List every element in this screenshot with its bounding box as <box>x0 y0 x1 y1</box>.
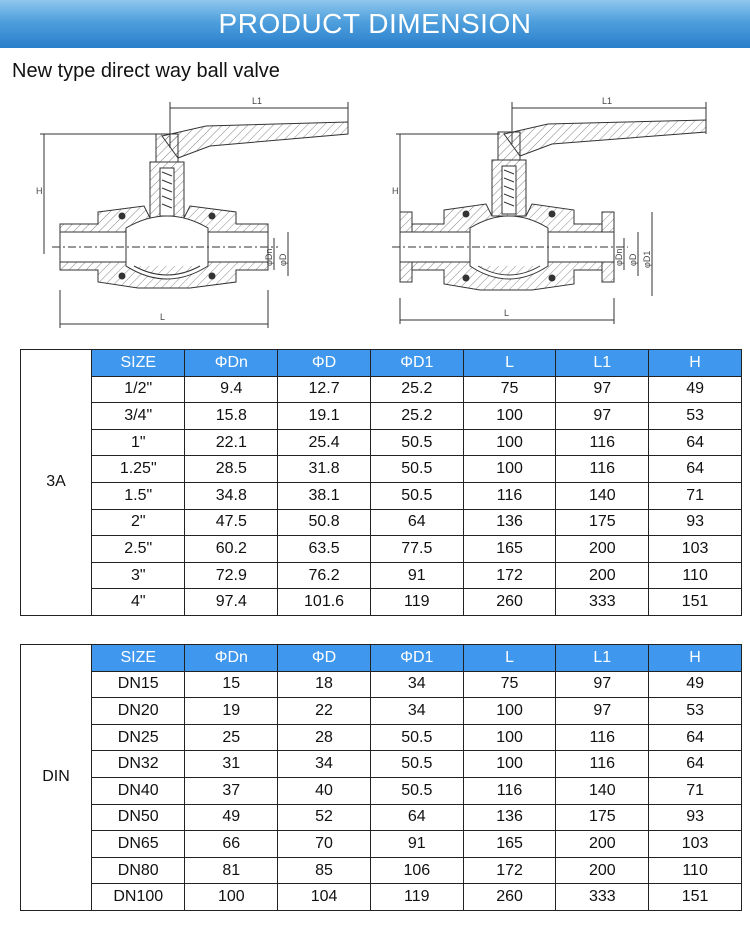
value-cell: 75 <box>463 376 556 403</box>
value-cell: 49 <box>185 804 278 831</box>
value-cell: 76.2 <box>278 562 371 589</box>
value-cell: 60.2 <box>185 536 278 563</box>
value-cell: 34 <box>370 671 463 698</box>
value-cell: 50.5 <box>370 724 463 751</box>
value-cell: 31.8 <box>278 456 371 483</box>
header-l: L <box>463 645 556 672</box>
value-cell: 140 <box>556 777 649 804</box>
value-cell: 22.1 <box>185 429 278 456</box>
header-size: SIZE <box>92 350 185 377</box>
right-l-label: L <box>504 308 510 318</box>
value-cell: 22 <box>278 698 371 725</box>
size-cell: 2.5" <box>92 536 185 563</box>
value-cell: 136 <box>463 804 556 831</box>
value-cell: 64 <box>370 509 463 536</box>
value-cell: 100 <box>463 724 556 751</box>
value-cell: 47.5 <box>185 509 278 536</box>
size-cell: 3" <box>92 562 185 589</box>
header-dn: ΦDn <box>185 645 278 672</box>
header-h: H <box>649 645 742 672</box>
value-cell: 91 <box>370 831 463 858</box>
value-cell: 136 <box>463 509 556 536</box>
value-cell: 49 <box>649 376 742 403</box>
value-cell: 50.5 <box>370 777 463 804</box>
value-cell: 72.9 <box>185 562 278 589</box>
value-cell: 37 <box>185 777 278 804</box>
value-cell: 175 <box>556 509 649 536</box>
value-cell: 175 <box>556 804 649 831</box>
value-cell: 260 <box>463 884 556 911</box>
value-cell: 172 <box>463 562 556 589</box>
table-row <box>21 536 742 563</box>
size-cell: 1.5" <box>92 482 185 509</box>
header-d: ΦD <box>278 645 371 672</box>
table-row <box>21 376 742 403</box>
value-cell: 116 <box>556 724 649 751</box>
value-cell: 71 <box>649 482 742 509</box>
value-cell: 106 <box>370 857 463 884</box>
value-cell: 85 <box>278 857 371 884</box>
value-cell: 34 <box>370 698 463 725</box>
value-cell: 64 <box>370 804 463 831</box>
value-cell: 100 <box>185 884 278 911</box>
page-banner <box>0 0 750 48</box>
value-cell: 93 <box>649 804 742 831</box>
header-h: H <box>649 350 742 377</box>
table-row <box>21 403 742 430</box>
size-cell: 4" <box>92 589 185 616</box>
left-l1-label: L1 <box>252 96 263 106</box>
right-l1-label: L1 <box>602 96 613 106</box>
value-cell: 25.4 <box>278 429 371 456</box>
value-cell: 97.4 <box>185 589 278 616</box>
value-cell: 64 <box>649 751 742 778</box>
value-cell: 31 <box>185 751 278 778</box>
right-d-label: φD <box>628 253 638 266</box>
header-l: L <box>463 350 556 377</box>
left-d-label: φD <box>278 253 288 266</box>
header-l1: L1 <box>556 350 649 377</box>
table-row <box>21 857 742 884</box>
valve-drawing-clamp-ends <box>388 88 718 338</box>
value-cell: 100 <box>463 456 556 483</box>
value-cell: 50.5 <box>370 456 463 483</box>
table-header-row <box>21 645 742 672</box>
right-d1-label: φD1 <box>642 250 652 268</box>
size-cell: DN65 <box>92 831 185 858</box>
right-h-label: H <box>392 186 399 196</box>
value-cell: 15.8 <box>185 403 278 430</box>
value-cell: 172 <box>463 857 556 884</box>
table-row <box>21 831 742 858</box>
value-cell: 100 <box>463 403 556 430</box>
value-cell: 49 <box>649 671 742 698</box>
value-cell: 110 <box>649 857 742 884</box>
header-d1: ΦD1 <box>370 350 463 377</box>
right-dn-label: φDn <box>614 248 624 266</box>
size-cell: DN32 <box>92 751 185 778</box>
left-h-label: H <box>36 186 43 196</box>
size-cell: DN100 <box>92 884 185 911</box>
value-cell: 100 <box>463 751 556 778</box>
size-cell: DN50 <box>92 804 185 831</box>
table-row <box>21 429 742 456</box>
value-cell: 116 <box>463 482 556 509</box>
value-cell: 64 <box>649 724 742 751</box>
value-cell: 116 <box>463 777 556 804</box>
value-cell: 103 <box>649 831 742 858</box>
value-cell: 165 <box>463 831 556 858</box>
header-size: SIZE <box>92 645 185 672</box>
value-cell: 25.2 <box>370 376 463 403</box>
value-cell: 34 <box>278 751 371 778</box>
value-cell: 25 <box>185 724 278 751</box>
valve-drawing-weld-ends <box>30 88 360 338</box>
value-cell: 97 <box>556 376 649 403</box>
product-subtitle: New type direct way ball valve <box>12 60 280 82</box>
table-row <box>21 482 742 509</box>
value-cell: 81 <box>185 857 278 884</box>
size-cell: 1" <box>92 429 185 456</box>
value-cell: 63.5 <box>278 536 371 563</box>
value-cell: 50.5 <box>370 429 463 456</box>
value-cell: 38.1 <box>278 482 371 509</box>
value-cell: 165 <box>463 536 556 563</box>
dimension-table-din <box>20 644 742 911</box>
value-cell: 34.8 <box>185 482 278 509</box>
left-dn-label: φDn <box>264 248 274 266</box>
size-cell: 3/4" <box>92 403 185 430</box>
value-cell: 110 <box>649 562 742 589</box>
value-cell: 28 <box>278 724 371 751</box>
value-cell: 19 <box>185 698 278 725</box>
left-l-label: L <box>160 312 166 322</box>
value-cell: 140 <box>556 482 649 509</box>
value-cell: 64 <box>649 429 742 456</box>
size-cell: DN40 <box>92 777 185 804</box>
size-cell: 1/2" <box>92 376 185 403</box>
table-row <box>21 884 742 911</box>
value-cell: 333 <box>556 589 649 616</box>
value-cell: 116 <box>556 456 649 483</box>
value-cell: 200 <box>556 562 649 589</box>
value-cell: 116 <box>556 429 649 456</box>
header-dn: ΦDn <box>185 350 278 377</box>
value-cell: 12.7 <box>278 376 371 403</box>
value-cell: 100 <box>463 698 556 725</box>
table-row <box>21 671 742 698</box>
size-cell: DN20 <box>92 698 185 725</box>
value-cell: 18 <box>278 671 371 698</box>
value-cell: 93 <box>649 509 742 536</box>
value-cell: 151 <box>649 589 742 616</box>
value-cell: 116 <box>556 751 649 778</box>
size-cell: DN80 <box>92 857 185 884</box>
table-row <box>21 456 742 483</box>
value-cell: 119 <box>370 589 463 616</box>
value-cell: 53 <box>649 698 742 725</box>
value-cell: 200 <box>556 536 649 563</box>
value-cell: 71 <box>649 777 742 804</box>
banner-title: PRODUCT DIMENSION <box>218 8 532 39</box>
table-row <box>21 509 742 536</box>
table-row <box>21 724 742 751</box>
size-cell: DN25 <box>92 724 185 751</box>
value-cell: 50.5 <box>370 751 463 778</box>
size-cell: 2" <box>92 509 185 536</box>
value-cell: 100 <box>463 429 556 456</box>
header-l1: L1 <box>556 645 649 672</box>
value-cell: 260 <box>463 589 556 616</box>
group-label: 3A <box>21 350 92 616</box>
header-d: ΦD <box>278 350 371 377</box>
table-row <box>21 751 742 778</box>
value-cell: 119 <box>370 884 463 911</box>
value-cell: 50.8 <box>278 509 371 536</box>
size-cell: 1.25" <box>92 456 185 483</box>
dimension-table-3a <box>20 349 742 616</box>
value-cell: 104 <box>278 884 371 911</box>
value-cell: 103 <box>649 536 742 563</box>
table-row <box>21 777 742 804</box>
value-cell: 64 <box>649 456 742 483</box>
table-header-row <box>21 350 742 377</box>
header-d1: ΦD1 <box>370 645 463 672</box>
table-row <box>21 589 742 616</box>
value-cell: 15 <box>185 671 278 698</box>
value-cell: 101.6 <box>278 589 371 616</box>
value-cell: 28.5 <box>185 456 278 483</box>
value-cell: 40 <box>278 777 371 804</box>
group-label: DIN <box>21 645 92 911</box>
value-cell: 50.5 <box>370 482 463 509</box>
value-cell: 91 <box>370 562 463 589</box>
value-cell: 9.4 <box>185 376 278 403</box>
table-row <box>21 562 742 589</box>
value-cell: 97 <box>556 403 649 430</box>
value-cell: 200 <box>556 857 649 884</box>
table-row <box>21 804 742 831</box>
value-cell: 53 <box>649 403 742 430</box>
value-cell: 66 <box>185 831 278 858</box>
value-cell: 19.1 <box>278 403 371 430</box>
value-cell: 70 <box>278 831 371 858</box>
table-row <box>21 698 742 725</box>
value-cell: 151 <box>649 884 742 911</box>
value-cell: 52 <box>278 804 371 831</box>
value-cell: 333 <box>556 884 649 911</box>
value-cell: 97 <box>556 698 649 725</box>
value-cell: 75 <box>463 671 556 698</box>
value-cell: 200 <box>556 831 649 858</box>
size-cell: DN15 <box>92 671 185 698</box>
value-cell: 25.2 <box>370 403 463 430</box>
value-cell: 77.5 <box>370 536 463 563</box>
value-cell: 97 <box>556 671 649 698</box>
